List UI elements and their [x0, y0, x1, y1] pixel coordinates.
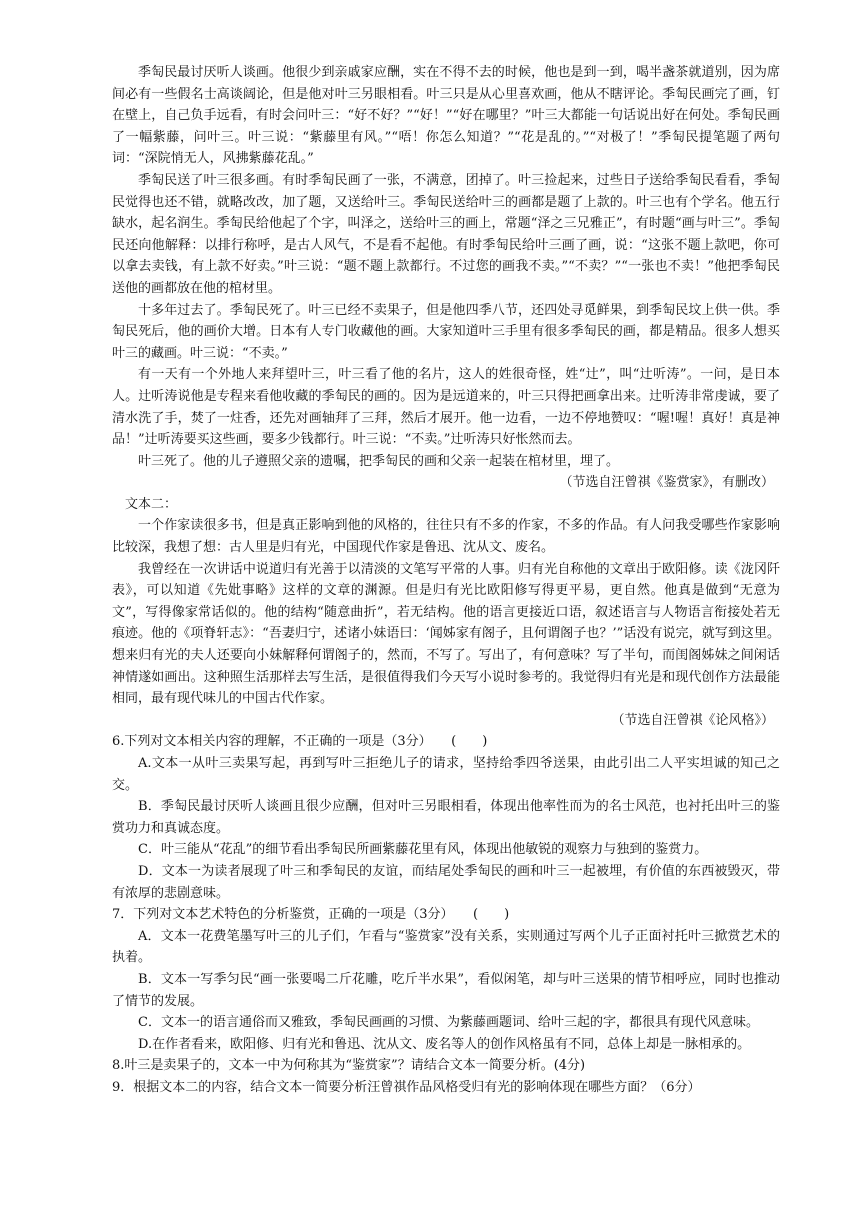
text2-paragraph: 我曾经在一次讲话中说道归有光善于以清淡的文笔写平常的人事。归有光自称他的文章出于欧阳修。读《泷冈阡表》，可以知道《先妣事略》这样的文章的渊源。但是归有光比欧阳修写得更平易，更自然。他真是做到“无意为文”，写得像家常话似的。他的结构“随意曲折”，若无结构。他的语言更接近口语，叙述语言与人物语言衔接处若无痕迹。他的《项脊轩志》：“吾妻归宁，述诸小妹语曰：‘闻姊家有阁子，且何谓阁子也？’”话没有说完，就写到这里。想来归有光的夫人还要向小妹解释何谓阁子的，然而，不写了。写出了，有何意味？写了半句，而闺阁姊妹之间闲话神情遂如画出。这种照生活那样去写生活，是很值得我们今天写小说时参考的。我觉得归有光是和现代创作方法最能相同，最有现代味儿的中国古代作家。	[112, 561, 780, 707]
text1-paragraph: 叶三死了。他的儿子遵照父亲的遗嘱，把季匋民的画和父亲一起装在棺材里，埋了。	[138, 453, 620, 469]
text1-paragraph: 有一天有一个外地人来拜望叶三，叶三看了他的名片，这人的姓很奇怪，姓“辻”，叫“辻听涛”。一问，是日本人。辻听涛说他是专程来看他收藏的季匋民的画的。因为是远道来的，叶三只得把画拿出来。辻听涛非常虔诚，要了清水洗了手，焚了一炷香，还先对画轴拜了三拜，然后才展开。他一边看，一边不停地赞叹：“喔!喔！真好！真是神品！”辻听涛要买这些画，要多少钱都行。叶三说：“不卖。”辻听涛只好怅然而去。	[112, 367, 780, 448]
text2-paragraph: 一个作家读很多书，但是真正影响到他的风格的，往往只有不多的作家，不多的作品。有人问我受哪些作家影响比较深，我想了想：古人里是归有光，中国现代作家是鲁迅、沈从文、废名。	[112, 518, 780, 556]
text1-source: （节选自汪曾祺《鉴赏家》，有删改）	[559, 475, 774, 491]
question-option: D．文本一为读者展现了叶三和季匋民的友谊，而结尾处季匋民的画和叶三一起被埋，有价值的东西被毁灭，带有浓厚的悲剧意味。	[112, 863, 780, 901]
text2-source: （节选自汪曾祺《论风格》）	[611, 712, 774, 728]
question-stem: 6.下列对文本相关内容的理解，不正确的一项是（3分） ( )	[112, 734, 488, 750]
question-stem: 8.叶三是卖果子的，文本一中为何称其为“鉴赏家”？请结合文本一简要分析。(4分)	[112, 1058, 586, 1074]
question-6	[112, 731, 780, 904]
question-option: B．文本一写季匀民“画一张要喝二斤花雕，吃斤半水果”，看似闲笔，却与叶三送果的情节相呼应，同时也推动了情节的发展。	[112, 971, 780, 1009]
text2-section	[112, 494, 780, 732]
text1-paragraph: 季匋民最讨厌听人谈画。他很少到亲戚家应酬，实在不得不去的时候，他也是到一到，喝半盏茶就道别，因为席间必有一些假名士高谈阔论，但是他对叶三另眼相看。叶三只是从心里喜欢画，他从不瞎评论。季匋民画完了画，钉在壁上，自己负手远看，有时会问叶三：“好不好？”“好！”“好在哪里？”叶三大都能一句话说出好在何处。季匋民画了一幅紫藤，问叶三。叶三说：“紫藤里有风。”“唔！你怎么知道？”“花是乱的。”“对极了！”季匋民提笔题了两句词：“深院悄无人，风拂紫藤花乱。”	[112, 65, 780, 167]
question-option: C．叶三能从“花乱”的细节看出季匋民所画紫藤花里有风，体现出他敏锐的观察力与独到的鉴赏力。	[138, 842, 708, 858]
question-stem: 7．下列对文本艺术特色的分析鉴赏，正确的一项是（3分） ( )	[112, 907, 510, 923]
question-option: C．文本一的语言通俗而又雅致，季匋民画画的习惯、为紫藤画题词、给叶三起的字，都很具有现代风意味。	[138, 1015, 759, 1031]
text1-section	[112, 62, 780, 494]
text1-paragraph: 十多年过去了。季匋民死了。叶三已经不卖果子，但是他四季八节，还四处寻觅鲜果，到季匋民坟上供一供。季匋民死后，他的画价大增。日本有人专门收藏他的画。大家知道叶三手里有很多季匋民的画，都是精品。很多人想买叶三的藏画。叶三说：“不卖。”	[112, 302, 780, 361]
text2-heading: 文本二：	[125, 496, 178, 512]
question-8	[112, 1055, 780, 1077]
question-option: B．季匋民最讨厌听人谈画且很少应酬，但对叶三另眼相看，体现出他率性而为的名士风范，也衬托出叶三的鉴赏功力和真诚态度。	[112, 799, 780, 836]
question-option: A．文本一花费笔墨写叶三的儿子们，乍看与“鉴赏家”没有关系，实则通过写两个儿子正面衬托叶三掀赏艺术的执着。	[112, 928, 780, 966]
exam-content	[112, 62, 780, 1099]
text1-paragraph: 季匋民送了叶三很多画。有时季匋民画了一张，不满意，团掉了。叶三捡起来，过些日子送给季匋民看看，季匋民觉得也还不错，就略改改，加了题，又送给叶三。季匋民送给叶三的画都是题了上款的。叶三也有个学名。他五行缺水，起名润生。季匋民给他起了个字，叫泽之，送给叶三的画上，常题“泽之三兄雅正”，有时题“画与叶三”。季匋民还向他解释：以排行称呼，是古人风气，不是看不起他。有时季匋民给叶三画了画，说：“这张不题上款吧，你可以拿去卖钱，有上款不好卖。”叶三说：“题不题上款都行。不过您的画我不卖。”“不卖？”“一张也不卖！”他把季匋民送他的画都放在他的棺材里。	[112, 172, 780, 296]
question-7	[112, 904, 780, 1055]
question-option: D.在作者看来，欧阳修、归有光和鲁迅、沈从文、废名等人的创作风格虽有不同，总体上却是一脉相承的。	[138, 1036, 751, 1052]
question-9	[112, 1077, 780, 1099]
question-option: A.文本一从叶三卖果写起，再到写叶三拒绝儿子的请求，坚持给季四爷送果，由此引出二人平实坦诚的知己之交。	[112, 756, 780, 793]
question-stem: 9．根据文本二的内容，结合文本一简要分析汪曾祺作品风格受归有光的影响体现在哪些方面？（6分）	[112, 1079, 701, 1095]
